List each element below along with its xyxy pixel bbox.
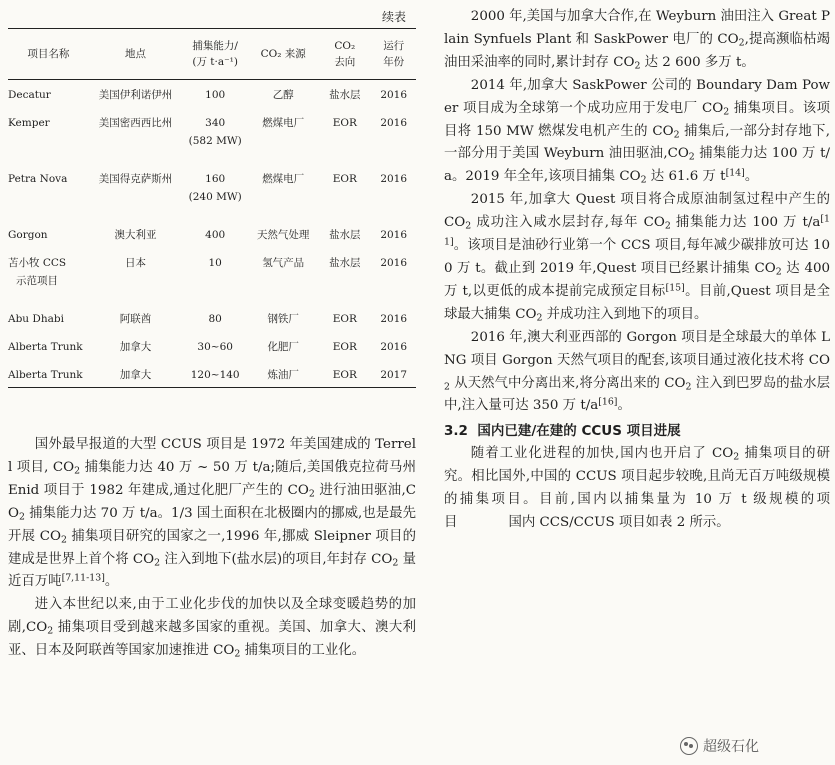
- cell-year: 2016: [380, 256, 408, 269]
- cell-source: 天然气处理: [256, 228, 310, 241]
- citation: [16]: [598, 396, 618, 408]
- wechat-icon: [680, 737, 698, 755]
- citation: [7,11-13]: [61, 572, 105, 584]
- table-header-row: [8, 29, 416, 80]
- header-location: 地点: [125, 48, 146, 60]
- cell-source: 化肥厂: [267, 340, 299, 353]
- cell-source: 燃煤电厂: [262, 116, 305, 129]
- cell-name: Kemper: [8, 116, 50, 129]
- cell-year: 2016: [380, 228, 408, 241]
- header-capacity: 捕集能力/ (万 t·a⁻¹): [192, 40, 238, 68]
- right-column: [444, 6, 830, 535]
- cell-year: 2016: [380, 312, 408, 325]
- ccus-project-table: [8, 28, 416, 388]
- paragraph-weyburn: 2000 年,美国与加拿大合作,在 Weyburn 油田注入 Great Plain Synfuels Plant 和 SaskPower 电厂的 $CO_2$,提高濒临枯竭油田采油率的同时,累计封存 $CO_2$ 达 2 600 多万 t。: [444, 9, 830, 72]
- cell-destination: EOR: [332, 172, 357, 185]
- table-row: [8, 332, 416, 360]
- cell-name: Petra Nova: [8, 172, 68, 185]
- cell-location: 阿联酋: [119, 312, 152, 325]
- cell-destination: 盐水层: [329, 256, 361, 269]
- cell-name: Alberta Trunk: [8, 340, 83, 353]
- cell-location: 加拿大: [119, 340, 152, 353]
- cell-source: 燃煤电厂: [262, 172, 305, 185]
- cell-year: 2016: [380, 116, 408, 129]
- paragraph-quest: 2015 年,加拿大 Quest 项目将合成原油制氢过程中产生的 $CO_2$ 成功注入咸水层封存,每年 $CO_2$ 捕集能力达 100 万 t/a[11]。该项目是油砂行业第一个 CCS 项目,每年减少碳排放可达 100 万 t。截止到 2019 年,Quest 项目已经累计捕集 $CO_2$ 达 400 万 t,以更低的成本提前完成预定目标[15]。目前,Quest 项目是全球最大捕集 $CO_2$ 并成功注入到地下的项目。: [444, 192, 831, 324]
- table-row: [8, 108, 416, 164]
- paragraph-new-century: 进入本世纪以来,由于工业化步伐的加快以及全球变暖趋势的加剧$,CO_2$ 捕集项目受到越来越多国家的重视。美国、加拿大、澳大利亚、日本及阿联酋等国家加速推进 $CO_2$ 捕集项目的工业化。: [8, 597, 416, 660]
- paragraph-early-projects: 国外最早报道的大型 CCUS 项目是 1972 年美国建成的 Terrell 项目, $CO_2$ 捕集能力达 40 万 ~ 50 万 t/a;随后,美国俄克拉荷马州 Enid 项目于 1982 年建成,通过化肥厂产生的 $CO_2$ 进行油田驱油$,CO_2$ 捕集能力达 70 万 t/a。1/3 国土面积在北极圈内的挪威,也是最先开展 $CO_2$ 捕集项目研究的国家之一,1996 年,挪威 Sleipner 项目的建成是世界上首个将 $CO_2$ 注入到地下(盐水层)的项目,年封存 $CO_2$ 量近百万吨[7,11-13]。: [8, 437, 416, 590]
- table-row: [8, 80, 416, 108]
- cell-location: 日本: [125, 256, 146, 269]
- cell-destination: EOR: [332, 116, 357, 129]
- cell-capacity: 80: [208, 312, 222, 325]
- cell-location: 美国伊利诺伊州: [98, 89, 173, 101]
- cell-capacity: 120~140: [190, 368, 240, 381]
- cell-name: Gorgon: [8, 228, 48, 241]
- cell-destination: EOR: [332, 340, 357, 353]
- cell-destination: EOR: [332, 312, 357, 325]
- cell-source: 乙醇: [272, 89, 294, 101]
- cell-name: Decatur: [8, 89, 51, 101]
- section-heading: 3.2 国内已建/在建的 CCUS 项目进展: [444, 423, 681, 440]
- table-row: [8, 220, 416, 248]
- watermark-text: 超级石化: [703, 739, 759, 755]
- cell-capacity: 340 (582 MW): [188, 116, 242, 147]
- cell-source: 氢气产品: [262, 256, 305, 269]
- paragraph-boundary-dam: 2014 年,加拿大 SaskPower 公司的 Boundary Dam Power 项目成为全球第一个成功应用于发电厂 $CO_2$ 捕集项目。该项目将 150 MW 燃煤发电机产生的 $CO_2$ 捕集后,一部分封存地下,一部分用于美国 Weyburn 油田驱油$,CO_2$ 捕集能力达 100 万 t/a。2019 年全年,该项目捕集 $CO_2$ 达 61.6 万 t[14]。: [444, 77, 830, 186]
- cell-name: 苫小牧 CCS 示范项目: [8, 256, 67, 287]
- cell-year: 2016: [380, 89, 408, 101]
- cell-year: 2016: [380, 172, 408, 185]
- cell-location: 美国密西西比州: [98, 116, 173, 129]
- cell-year: 2017: [380, 368, 408, 381]
- cell-destination: EOR: [332, 368, 357, 381]
- cell-destination: 盐水层: [329, 228, 361, 241]
- cell-year: 2016: [380, 340, 408, 353]
- header-co2-destination: CO₂ 去向: [334, 40, 356, 68]
- table-continued-label: 续表: [381, 10, 406, 24]
- header-operation-year: 运行 年份: [383, 40, 405, 68]
- paragraph-gorgon: 2016 年,澳大利亚西部的 Gorgon 项目是全球最大的单体 LNG 项目 Gorgon 天然气项目的配套,该项目通过液化技术将 $CO_2$ 从天然气中分离出来,将分离出来的 $CO_2$ 注入到巴罗岛的盐水层中,注入量可达 350 万 t/a[16]。: [444, 329, 830, 414]
- table-row: [8, 304, 416, 332]
- header-co2-source: CO₂ 来源: [260, 48, 306, 60]
- cell-capacity: 400: [205, 228, 226, 241]
- header-project-name: 项目名称: [27, 48, 70, 60]
- table-row: [8, 248, 416, 304]
- table-row: [8, 164, 416, 220]
- cell-capacity: 30~60: [197, 340, 233, 353]
- citation: [15]: [665, 282, 685, 294]
- cell-location: 澳大利亚: [114, 228, 157, 241]
- paragraph-domestic: 随着工业化进程的加快,国内也开启了 $CO_2$ 捕集项目的研究。相比国外,中国的 CCUS 项目起步较晚,且尚无百万吨级规模的捕集项目。目前,国内以捕集量为 10 万 t 级规模的项目 国内 CCS/CCUS 项目如表 2 所示。: [444, 446, 830, 530]
- cell-name: Abu Dhabi: [8, 312, 64, 325]
- cell-name: Alberta Trunk: [8, 368, 83, 381]
- cell-location: 加拿大: [119, 368, 152, 381]
- cell-source: 钢铁厂: [267, 312, 299, 325]
- left-body-text: [8, 434, 416, 663]
- cell-location: 美国得克萨斯州: [98, 172, 173, 185]
- cell-capacity: 100: [205, 89, 226, 101]
- table-row: [8, 360, 416, 388]
- cell-source: 炼油厂: [267, 368, 299, 381]
- left-column: [8, 6, 416, 663]
- cell-capacity: 10: [208, 256, 222, 269]
- wechat-watermark: [680, 733, 830, 759]
- citation: [14]: [725, 167, 745, 179]
- cell-capacity: 160 (240 MW): [188, 172, 242, 203]
- citation: [11]: [444, 213, 830, 248]
- cell-destination: 盐水层: [329, 89, 361, 101]
